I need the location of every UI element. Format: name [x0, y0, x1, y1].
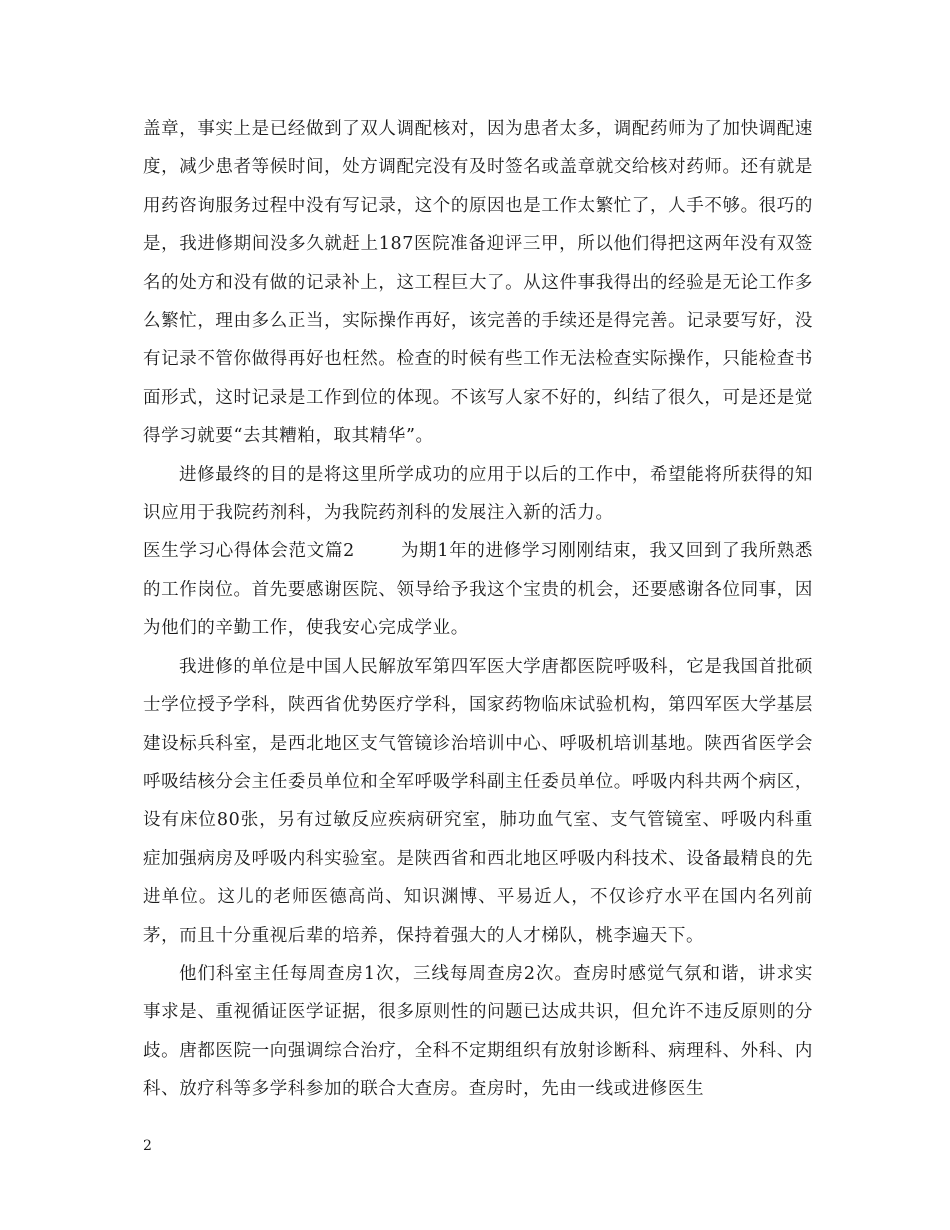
- paragraph-3: [143, 532, 813, 647]
- page-number: 2: [143, 1138, 152, 1154]
- section-heading: 医生学习心得体会范文篇2: [143, 541, 355, 562]
- paragraph-3-text: 为期1年的进修学习刚刚结束，我又回到了我所熟悉的工作岗位。首先要感谢医院、领导给予我这个宝贵的机会，还要感谢各位同事，因为他们的辛勤工作，使我安心完成学业。: [143, 541, 813, 639]
- document-body: [143, 110, 813, 1109]
- paragraph-1: [143, 110, 813, 456]
- paragraph-4: [143, 648, 813, 955]
- paragraph-4-text: 我进修的单位是中国人民解放军第四军医大学唐都医院呼吸科，它是我国首批硕士学位授予学科，陕西省优势医疗学科，国家药物临床试验机构，第四军医大学基层建设标兵科室，是西北地区支气管镜诊治培训中心、呼吸机培训基地。陕西省医学会呼吸结核分会主任委员单位和全军呼吸学科副主任委员单位。呼吸内科共两个病区，设有床位80张，另有过敏反应疾病研究室，肺功血气室、支气管镜室、呼吸内科重症加强病房及呼吸内科实验室。是陕西省和西北地区呼吸内科技术、设备最精良的先进单位。这儿的老师医德高尚、知识渊博、平易近人，不仅诊疗水平在国内名列前茅，而且十分重视后辈的培养，保持着强大的人才梯队，桃李遍天下。: [143, 656, 813, 946]
- paragraph-5-text: 他们科室主任每周查房1次，三线每周查房2次。查房时感觉气氛和谐，讲求实事求是、重视循证医学证据，很多原则性的问题已达成共识，但允许不违反原则的分歧。唐都医院一向强调综合治疗，全科不定期组织有放射诊断科、病理科、外科、内科、放疗科等多学科参加的联合大查房。查房时，先由一线或进修医生: [143, 963, 813, 1100]
- paragraph-1-text: 盖章，事实上是已经做到了双人调配核对，因为患者太多，调配药师为了加快调配速度，减少患者等候时间，处方调配完没有及时签名或盖章就交给核对药师。还有就是用药咨询服务过程中没有写记录，这个的原因也是工作太繁忙了，人手不够。很巧的是，我进修期间没多久就赶上187医院准备迎评三甲，所以他们得把这两年没有双签名的处方和没有做的记录补上，这工程巨大了。从这件事我得出的经验是无论工作多么繁忙，理由多么正当，实际操作再好，该完善的手续还是得完善。记录要写好，没有记录不管你做得再好也枉然。检查的时候有些工作无法检查实际操作，只能检查书面形式，这时记录是工作到位的体现。不该写人家不好的，纠结了很久，可是还是觉得学习就要“去其糟粕，取其精华”。: [143, 119, 813, 447]
- paragraph-5: [143, 955, 813, 1109]
- paragraph-2: [143, 456, 813, 533]
- paragraph-2-text: 进修最终的目的是将这里所学成功的应用于以后的工作中，希望能将所获得的知识应用于我院药剂科，为我院药剂科的发展注入新的活力。: [143, 464, 813, 524]
